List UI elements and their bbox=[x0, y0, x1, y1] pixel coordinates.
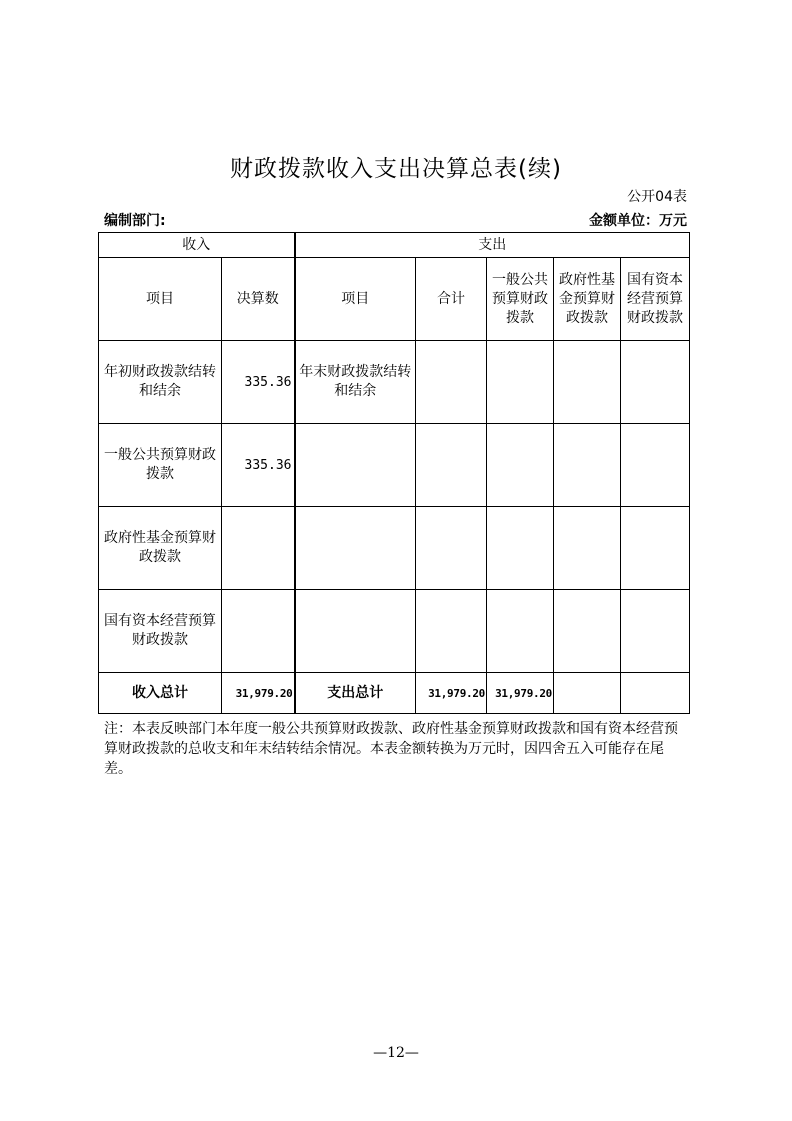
budget-table bbox=[98, 232, 690, 714]
income-value: 335.36 bbox=[222, 341, 295, 424]
expense-total-label: 支出总计 bbox=[295, 673, 416, 714]
expense-gov-fund bbox=[554, 507, 621, 590]
expense-total bbox=[416, 341, 487, 424]
expense-general bbox=[487, 590, 554, 673]
expense-gov-fund bbox=[554, 341, 621, 424]
income-header: 收入 bbox=[99, 233, 295, 258]
col-expense-item: 项目 bbox=[295, 258, 416, 341]
totals-row bbox=[99, 673, 690, 714]
form-code: 公开04表 bbox=[627, 189, 687, 205]
unit-label: 金额单位：万元 bbox=[589, 213, 687, 229]
expense-general bbox=[487, 341, 554, 424]
expense-total bbox=[416, 424, 487, 507]
table-row bbox=[99, 424, 690, 507]
table-row bbox=[99, 590, 690, 673]
expense-gov-fund bbox=[554, 590, 621, 673]
page-title: 财政拨款收入支出决算总表(续) bbox=[230, 156, 562, 182]
expense-general bbox=[487, 507, 554, 590]
expense-total-value: 31,979.20 bbox=[416, 673, 487, 714]
col-state-capital: 国有资本经营预算财政拨款 bbox=[621, 258, 690, 341]
table-row bbox=[99, 341, 690, 424]
page-number: —12— bbox=[373, 1045, 419, 1061]
expense-general bbox=[487, 424, 554, 507]
col-income-item: 项目 bbox=[99, 258, 222, 341]
income-item: 一般公共预算财政拨款 bbox=[99, 424, 222, 507]
expense-state-capital bbox=[621, 590, 690, 673]
expense-state-capital-total bbox=[621, 673, 690, 714]
expense-header: 支出 bbox=[295, 233, 690, 258]
expense-total bbox=[416, 507, 487, 590]
expense-gov-fund-total bbox=[554, 673, 621, 714]
col-final-amount: 决算数 bbox=[222, 258, 295, 341]
expense-item bbox=[295, 507, 416, 590]
footnote: 注：本表反映部门本年度一般公共预算财政拨款、政府性基金预算财政拨款和国有资本经营预算财政拨款的总收支和年末结转结余情况。本表金额转换为万元时，因四舍五入可能存在尾差。 bbox=[104, 721, 678, 777]
income-item: 政府性基金预算财政拨款 bbox=[99, 507, 222, 590]
income-total-value: 31,979.20 bbox=[222, 673, 295, 714]
income-item: 年初财政拨款结转和结余 bbox=[99, 341, 222, 424]
expense-state-capital bbox=[621, 424, 690, 507]
dept-label: 编制部门: bbox=[104, 213, 166, 229]
expense-total bbox=[416, 590, 487, 673]
income-value bbox=[222, 590, 295, 673]
income-total-label: 收入总计 bbox=[99, 673, 222, 714]
table-row bbox=[99, 507, 690, 590]
expense-state-capital bbox=[621, 341, 690, 424]
expense-item bbox=[295, 424, 416, 507]
income-value bbox=[222, 507, 295, 590]
expense-general-total: 31,979.20 bbox=[487, 673, 554, 714]
expense-gov-fund bbox=[554, 424, 621, 507]
income-item: 国有资本经营预算财政拨款 bbox=[99, 590, 222, 673]
income-value: 335.36 bbox=[222, 424, 295, 507]
col-general-budget: 一般公共预算财政拨款 bbox=[487, 258, 554, 341]
expense-item: 年末财政拨款结转和结余 bbox=[295, 341, 416, 424]
expense-state-capital bbox=[621, 507, 690, 590]
col-gov-fund: 政府性基金预算财政拨款 bbox=[554, 258, 621, 341]
expense-item bbox=[295, 590, 416, 673]
col-total: 合计 bbox=[416, 258, 487, 341]
